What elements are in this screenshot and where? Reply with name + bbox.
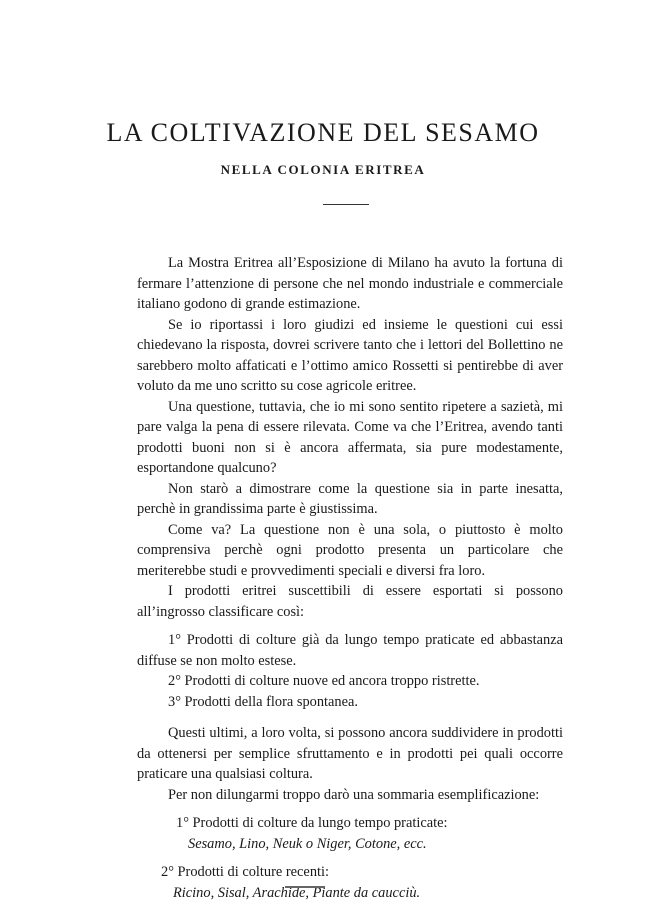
example-items: Sesamo, Lino, Neuk o Niger, Cotone, ecc. <box>176 834 563 855</box>
example-heading: 1° Prodotti di colture da lungo tempo praticate: <box>176 813 563 834</box>
classification-list <box>137 630 563 712</box>
paragraph: I prodotti eritrei suscettibili di essere esportati si possono all’ingrosso classificare così: <box>137 581 563 622</box>
paragraph: Per non dilungarmi troppo darò una sommaria esemplificazione: <box>137 785 563 806</box>
classification-item: 2° Prodotti di colture nuove ed ancora troppo ristrette. <box>137 671 563 692</box>
page-footer-mark <box>285 886 325 888</box>
classification-item: 3° Prodotti della flora spontanea. <box>137 692 563 713</box>
paragraph: Non starò a dimostrare come la questione sia in parte inesatta, perchè in grandissima parte è giustissima. <box>137 479 563 520</box>
article-subtitle: NELLA COLONIA ERITREA <box>0 162 646 178</box>
article-title: LA COLTIVAZIONE DEL SESAMO <box>0 118 646 148</box>
paragraph: Se io riportassi i loro giudizi ed insieme le questioni cui essi chiedevano la risposta, dovrei scrivere tanto che i lettori del Bollettino ne sarebbero molto affaticati e l’ottimo amico Rossetti si pentirebbe di aver voluto da me uno scritto su cose agricole eritree. <box>137 315 563 397</box>
article-body <box>137 253 563 903</box>
paragraph: Questi ultimi, a loro volta, si possono ancora suddividere in prodotti da ottenersi per semplice sfruttamento e in prodotti pei quali occorre praticare una qualsiasi coltura. <box>137 723 563 785</box>
title-divider <box>323 204 369 205</box>
classification-item: 1° Prodotti di colture già da lungo tempo praticate ed abbastanza diffuse se non molto estese. <box>137 630 563 671</box>
example-group-1 <box>137 813 563 854</box>
paragraph: Come va? La questione non è una sola, o piuttosto è molto comprensiva perchè ogni prodotto presenta un particolare che meriterebbe studi e provvedimenti speciali e diversi fra loro. <box>137 520 563 582</box>
example-group-2 <box>137 862 563 903</box>
paragraph: La Mostra Eritrea all’Esposizione di Milano ha avuto la fortuna di fermare l’attenzione di persone che nel mondo industriale e commerciale italiano godono di grande estimazione. <box>137 253 563 315</box>
example-items: Ricino, Sisal, Arachide, Piante da caucciù. <box>161 883 563 903</box>
paragraph: Una questione, tuttavia, che io mi sono sentito ripetere a sazietà, mi pare valga la pena di essere rilevata. Come va che l’Eritrea, avendo tanti prodotti buoni non si è ancora affermata, sia pure modestamente, esportandone qualcuno? <box>137 397 563 479</box>
example-heading: 2° Prodotti di colture recenti: <box>161 862 563 883</box>
